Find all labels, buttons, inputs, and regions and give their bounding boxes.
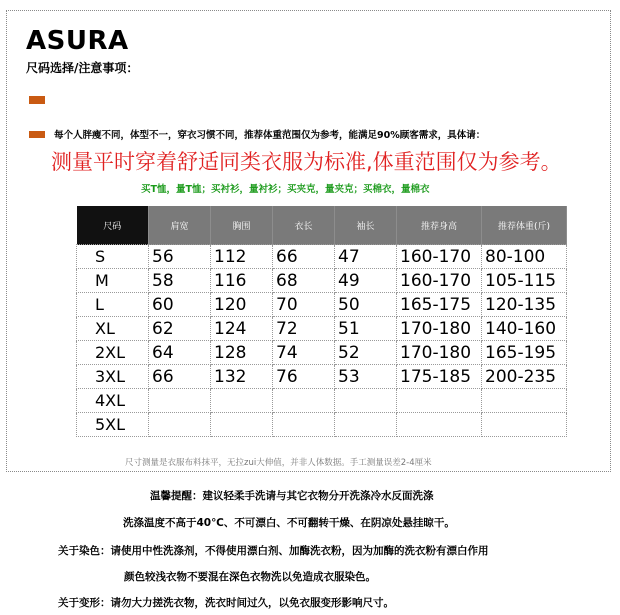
table-cell: 62 [149, 317, 211, 341]
accent-bar [29, 96, 45, 104]
table-row [77, 245, 567, 269]
header-cell: 肩宽 [149, 206, 211, 245]
size-cell: 4XL [77, 389, 149, 413]
table-cell: 105-115 [482, 269, 567, 293]
header-cell: 推荐身高 [397, 206, 482, 245]
table-row [77, 293, 567, 317]
table-cell: 56 [149, 245, 211, 269]
table-cell: 170-180 [397, 341, 482, 365]
table-row [77, 365, 567, 389]
table-cell [211, 389, 273, 413]
table-header-row [77, 206, 567, 245]
table-cell: 132 [211, 365, 273, 389]
measurement-footnote: 尺寸测量是衣服布料抹平，无拉zui大伸值，并非人体数据。手工测量误差2-4厘米 [125, 458, 432, 468]
care-temperature: 洗涤温度不高于40℃、不可漂白、不可翻转干燥、在阴凉处悬挂晾干。 [123, 517, 455, 529]
table-cell [211, 413, 273, 437]
size-cell: 2XL [77, 341, 149, 365]
care-dye-note: 关于染色：请使用中性洗涤剂，不得使用漂白剂、加酶洗衣粉，因为加酶的洗衣粉有漂白作用 [58, 545, 489, 557]
size-cell: S [77, 245, 149, 269]
table-cell: 74 [273, 341, 335, 365]
table-cell: 112 [211, 245, 273, 269]
table-cell: 200-235 [482, 365, 567, 389]
table-cell: 47 [335, 245, 397, 269]
table-cell: 66 [149, 365, 211, 389]
size-cell: XL [77, 317, 149, 341]
table-cell: 70 [273, 293, 335, 317]
table-cell: 49 [335, 269, 397, 293]
care-tip: 温馨提醒：建议轻柔手洗请与其它衣物分开洗涤冷水反面洗涤 [150, 490, 434, 502]
table-cell: 116 [211, 269, 273, 293]
table-cell: 140-160 [482, 317, 567, 341]
table-cell: 80-100 [482, 245, 567, 269]
table-cell [149, 389, 211, 413]
table-cell [335, 389, 397, 413]
size-cell: 5XL [77, 413, 149, 437]
table-cell: 60 [149, 293, 211, 317]
table-cell: 66 [273, 245, 335, 269]
accent-bar [29, 131, 45, 138]
table-cell: 72 [273, 317, 335, 341]
table-cell [273, 413, 335, 437]
header-cell: 袖长 [335, 206, 397, 245]
table-cell: 58 [149, 269, 211, 293]
table-row [77, 341, 567, 365]
table-cell: 160-170 [397, 245, 482, 269]
table-cell: 124 [211, 317, 273, 341]
table-cell: 53 [335, 365, 397, 389]
table-cell: 64 [149, 341, 211, 365]
table-cell [335, 413, 397, 437]
table-cell: 52 [335, 341, 397, 365]
header-cell: 尺码 [77, 206, 149, 245]
table-cell [397, 413, 482, 437]
table-row [77, 317, 567, 341]
table-cell [482, 413, 567, 437]
table-cell [482, 389, 567, 413]
size-cell: L [77, 293, 149, 317]
table-row [77, 269, 567, 293]
headline: 测量平时穿着舒适同类衣服为标准,体重范围仅为参考。 [51, 150, 562, 174]
table-cell: 160-170 [397, 269, 482, 293]
care-dye-note-cont: 颜色较浅衣物不要混在深色衣物洗以免造成衣服染色。 [124, 571, 376, 583]
table-cell [397, 389, 482, 413]
table-cell: 51 [335, 317, 397, 341]
header-cell: 衣长 [273, 206, 335, 245]
header-cell: 推荐体重(斤) [482, 206, 567, 245]
table-cell: 128 [211, 341, 273, 365]
brand-logo: ASURA [26, 26, 129, 56]
table-cell: 50 [335, 293, 397, 317]
table-cell: 165-195 [482, 341, 567, 365]
table-row [77, 413, 567, 437]
header-cell: 胸围 [211, 206, 273, 245]
table-cell: 76 [273, 365, 335, 389]
table-row [77, 389, 567, 413]
size-cell: M [77, 269, 149, 293]
table-cell: 120-135 [482, 293, 567, 317]
care-deform-note: 关于变形：请勿大力搓洗衣物，洗衣时间过久，以免衣服变形影响尺寸。 [58, 597, 394, 609]
size-cell: 3XL [77, 365, 149, 389]
table-cell [149, 413, 211, 437]
table-cell: 120 [211, 293, 273, 317]
size-table [76, 206, 567, 437]
table-cell: 170-180 [397, 317, 482, 341]
table-cell: 68 [273, 269, 335, 293]
table-cell: 165-175 [397, 293, 482, 317]
table-cell [273, 389, 335, 413]
fit-note: 每个人胖瘦不同，体型不一，穿衣习惯不同，推荐体重范围仅为参考，能满足90%顾客需求，具体请： [54, 130, 486, 141]
measure-tip: 买T恤，量T恤；买衬衫，量衬衫；买夹克，量夹克；买棉衣，量棉衣 [141, 184, 430, 195]
table-cell: 175-185 [397, 365, 482, 389]
subtitle: 尺码选择/注意事项： [26, 61, 139, 75]
